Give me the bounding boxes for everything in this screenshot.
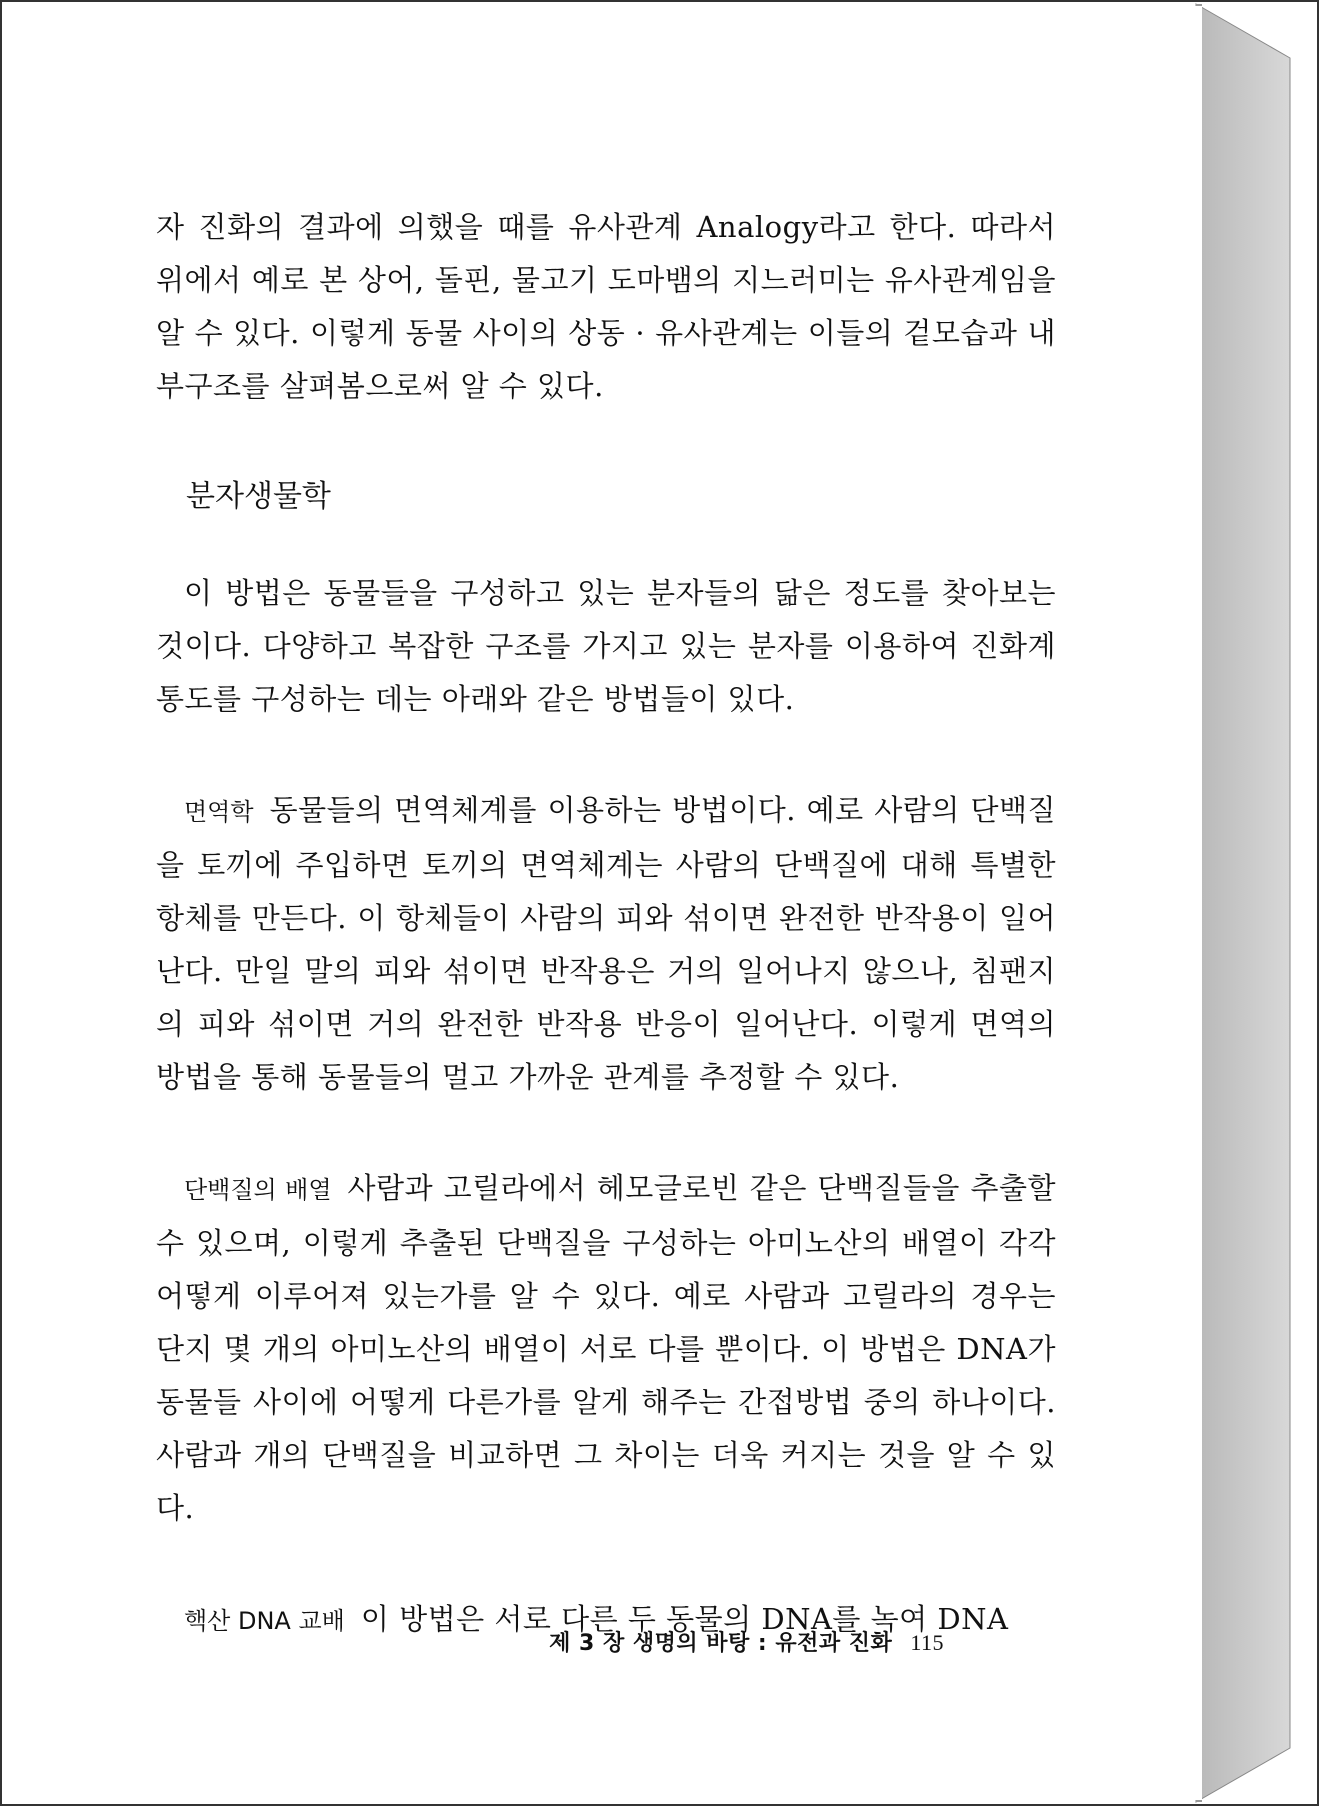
run-in-label-protein-sequence: 단백질의 배열 — [184, 1176, 332, 1204]
spacer — [156, 1104, 1056, 1162]
spacer — [156, 726, 1056, 784]
protein-sequence-text: 사람과 고릴라에서 헤모글로빈 같은 단백질들을 추출할 수 있으며, 이렇게 추출된 단백질을 구성하는 아미노산의 배열이 각각 어떻게 이루어져 있는가를 알 수 있다. 예로 사람과 고릴라의 경우는 단지 몇 개의 아미노산의 배열이 서로 다를 뿐이다. 이 방법은 DNA가 동물들 사이에 어떻게 다른가를 알게 해주는 간접방법 중의 하나이다. 사람과 개의 단백질을 비교하면 그 차이는 더욱 커지는 것을 알 수 있다. — [156, 1171, 1056, 1525]
page-number: 115 — [910, 1630, 944, 1655]
paragraph-protein-sequence — [156, 1162, 1056, 1535]
chapter-title: 제 3 장 생명의 바탕 : 유전과 진화 — [549, 1631, 893, 1656]
run-in-label-immunology: 면역학 — [184, 798, 254, 826]
paragraph-analogy: 자 진화의 결과에 의했을 때를 유사관계 Analogy라고 한다. 따라서 위에서 예로 본 상어, 돌핀, 물고기 도마뱀의 지느러미는 유사관계임을 알 수 있다. 이렇게 동물 사이의 상동 · 유사관계는 이들의 겉모습과 내부구조를 살펴봄으로써 알 수 있다. — [156, 210, 1056, 403]
spacer — [156, 1535, 1056, 1593]
dna-hybridization-text: 이 방법은 서로 다른 두 동물의 DNA를 녹여 DNA — [360, 1602, 1009, 1636]
page-footer — [549, 1626, 944, 1657]
run-in-label-dna-hybridization: 핵산 DNA 교배 — [184, 1607, 345, 1635]
book-page — [6, 6, 1202, 1800]
paragraph-immunology — [156, 784, 1056, 1104]
paragraph-molecular-intro: 이 방법은 동물들을 구성하고 있는 분자들의 닮은 정도를 찾아보는 것이다. 다양하고 복잡한 구조를 가지고 있는 분자를 이용하여 진화계통도를 구성하는 데는 아래와 같은 방법들이 있다. — [156, 576, 1056, 716]
page-content — [156, 201, 1056, 1648]
immunology-text: 동물들의 면역체계를 이용하는 방법이다. 예로 사람의 단백질을 토끼에 주입하면 토끼의 면역체계는 사람의 단백질에 대해 특별한 항체를 만든다. 이 항체들이 사람의 피와 섞이면 완전한 반작용이 일어난다. 만일 말의 피와 섞이면 반작용은 거의 일어나지 않으나, 침팬지의 피와 섞이면 거의 완전한 반작용 반응이 일어난다. 이렇게 면역의 방법을 통해 동물들의 멀고 가까운 관계를 추정할 수 있다. — [156, 793, 1056, 1094]
section-heading-molecular-biology: 분자생물학 — [186, 479, 331, 514]
